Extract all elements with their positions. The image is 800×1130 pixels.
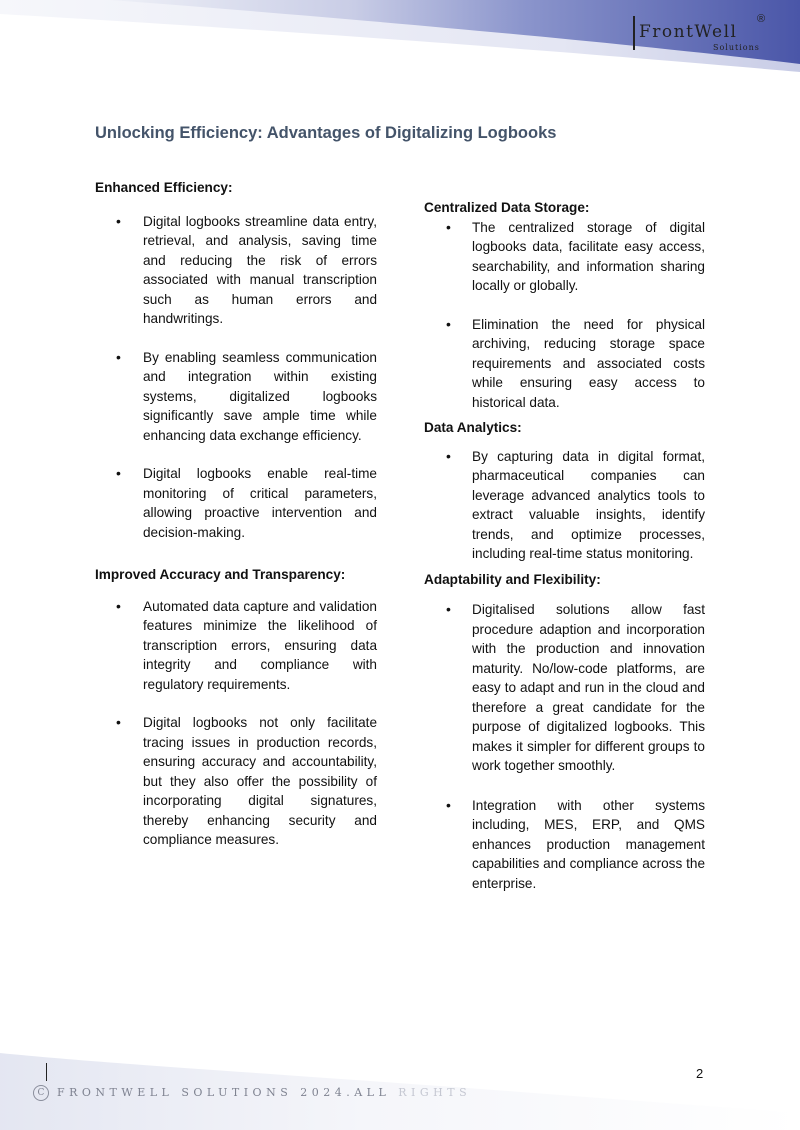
section-heading: Enhanced Efficiency: [95, 180, 233, 195]
bullet-list [95, 597, 377, 850]
footer-decoration [0, 1035, 800, 1130]
registered-icon: ® [757, 13, 766, 25]
copyright-text-faded: RIGHTS [398, 1086, 472, 1099]
list-item: • Digital logbooks streamline data entry, retrieval, and analysis, saving time and reducing the risk of errors associated with manual transcription such as human errors and handwritings. [95, 212, 377, 329]
list-item: • By capturing data in digital format, pharmaceutical companies can leverage advanced analytics tools to extract valuable insights, identify trends, and optimize processes, including real-time status monitoring. [424, 447, 705, 564]
logo-divider [633, 16, 635, 50]
section-heading: Improved Accuracy and Transparency: [95, 567, 346, 582]
left-column [95, 178, 377, 850]
footer-divider [46, 1063, 47, 1081]
page-title: Unlocking Efficiency: Advantages of Digitalizing Logbooks [95, 124, 557, 142]
copyright-notice [33, 1085, 471, 1101]
right-column [424, 198, 705, 893]
list-item: • Elimination the need for physical archiving, reducing storage space requirements and associated costs while ensuring easy access to historical data. [424, 315, 705, 413]
logo-subtitle: Solutions [713, 43, 760, 52]
section-heading: Centralized Data Storage: [424, 200, 590, 215]
bullet-list [424, 218, 705, 413]
bullet-list [424, 447, 705, 564]
page-number: 2 [696, 1066, 704, 1081]
copyright-text: FRONTWELL SOLUTIONS 2024.ALL [57, 1086, 391, 1099]
company-logo [633, 14, 773, 54]
list-item: • The centralized storage of digital logbooks data, facilitate easy access, searchability, and information sharing locally or globally. [424, 218, 705, 296]
list-item: • Automated data capture and validation features minimize the likelihood of transcription errors, ensuring data integrity and compliance with regulatory requirements. [95, 597, 377, 695]
list-item: • Digitalised solutions allow fast procedure adaption and incorporation with the production and innovation maturity. No/low-code platforms, are easy to adapt and run in the cloud and therefore a great candidate for the purpose of digitalized logbooks. This makes it simpler for different groups to work together smoothly. [424, 600, 705, 776]
section-heading: Data Analytics: [424, 420, 522, 435]
list-item: • Digital logbooks not only facilitate tracing issues in production records, ensuring accuracy and accountability, but they also offer the possibility of incorporating digital signatures, thereby enhancing security and compliance measures. [95, 713, 377, 850]
logo-name: FrontWell [639, 22, 738, 42]
bullet-list [95, 212, 377, 543]
list-item: • Digital logbooks enable real-time monitoring of critical parameters, allowing proactive intervention and decision-making. [95, 464, 377, 542]
copyright-icon: C [33, 1085, 49, 1101]
bullet-list [424, 600, 705, 893]
section-heading: Adaptability and Flexibility: [424, 571, 601, 587]
list-item: • Integration with other systems including, MES, ERP, and QMS enhances production management capabilities and compliance across the enterprise. [424, 796, 705, 894]
list-item: • By enabling seamless communication and integration within existing systems, digitalized logbooks significantly save ample time while enhancing data exchange efficiency. [95, 348, 377, 446]
